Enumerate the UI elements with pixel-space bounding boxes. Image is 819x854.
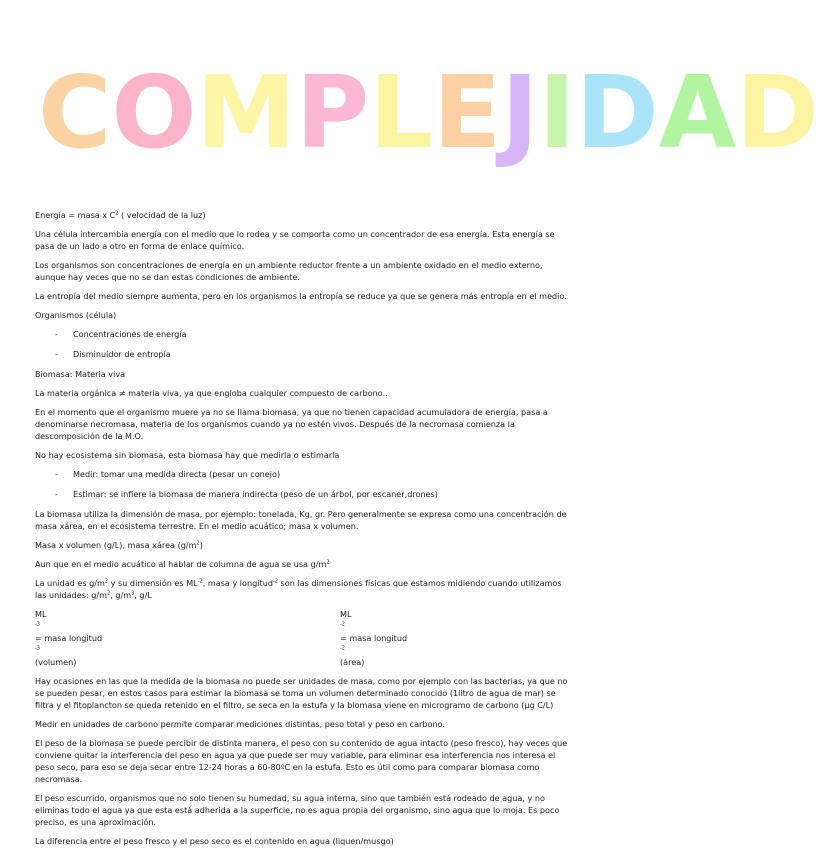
list-item: - Disminuidor de entropía (35, 348, 570, 360)
paragraph: Los organismos son concentraciones de energía en un ambiente reductor frente a un ambiente oxidado en el medio externo, aunque hay veces que no se dan estas condiciones de ambiente. (35, 260, 543, 282)
paragraph: Energía = masa x $C^2$ ( velocidad de la luz) (35, 210, 206, 220)
page-title (38, 54, 819, 171)
paragraph: La diferencia entre el peso fresco y el peso seco es el contenido en agua (liquen/musgo) (35, 836, 394, 846)
document-body (35, 209, 570, 854)
paragraph: La unidad es $g/m^2$ y su dimensión es $ML^{-2}$, masa y longitud$^{-2}$ son las dimensiones físicas que estamos midiendo cuando utilizamos las unidades: $g/m^2$, $g/m^3$, g/L (35, 578, 562, 600)
bullet-list (35, 328, 570, 360)
paragraph: Organismos (célula) (35, 310, 117, 320)
title-letter: D (736, 54, 819, 171)
title-letter: M (196, 54, 296, 171)
title-letter: I (538, 54, 576, 171)
list-item: - Medir: tomar una medida directa (pesar un conejo) (35, 468, 570, 480)
dimension-row (35, 608, 570, 668)
title-letter: P (295, 54, 370, 171)
list-item: - Estimar: se infiere la biomasa de manera indirecta (peso de un árbol, por escaner,drones) (35, 488, 570, 500)
paragraph: No hay ecosistema sin biomasa, esta biomasa hay que medirla o estimarla (35, 450, 340, 460)
title-letter: C (38, 54, 112, 171)
bullet-list (35, 468, 570, 500)
paragraph: La biomasa utiliza la dimensión de masa, por ejemplo: tonelada, Kg, gr. Pero generalmente se expresa como una concentración de masa xárea, en el ecosistema terrestre. En el medio acuático; masa x volumen. (35, 509, 567, 531)
paragraph: Biomasa: Materia viva (35, 369, 126, 379)
list-item: - Concentraciones de energía (35, 328, 570, 340)
title-letter: E (432, 54, 502, 171)
paragraph: La entropía del medio siempre aumenta, pero en los organismos la entropía se reduce ya que se genera más entropía en el medio. (35, 291, 567, 301)
title-letter: O (111, 54, 197, 171)
title-letter: L (369, 54, 433, 171)
paragraph: Medir en unidades de carbono permite comparar mediciones distintas, peso total y peso en carbono. (35, 719, 445, 729)
paragraph: Hay ocasiones en las que la medida de la biomasa no puede ser unidades de masa, como por ejemplo con las bacterias, ya que no se pueden pesar, en estos casos para estimar la biomasa se toma un volumen determinado conocido (1litro de agua de mar) se filtra y el fitoplancton se queda retenido en el filtro, se seca en la estufa y la biomasa viene en microgramo de carbono (μg C/L) (35, 676, 568, 710)
title-letter: D (575, 54, 659, 171)
paragraph: Masa x volumen (g/L), masa xárea $(g/m^2)$ (35, 540, 203, 550)
volume-dimension: ML $^{-3}$ = masa longitud $^{-3}$ (volumen) (35, 609, 103, 667)
paragraph: El peso de la biomasa se puede percibir de distinta manera, el peso con su contenido de agua intacto (peso fresco), hay veces que conviene quitar la interferencia del peso en agua ya que puede ser muy variable, para eliminar esa interferencia nos interesa el peso seco, para eso se deja secar entre 12-24 horas a 60-80ºC en la estufa. Esto es útil como para comparar biomasa como necromasa. (35, 738, 568, 784)
paragraph: Aun que en el medio acuático al hablar de columna de agua se usa $g/m^2$ (35, 559, 330, 569)
paragraph: En el momento que el organismo muere ya no se llama biomasa, ya que no tienen capacidad acumuladora de energía, pasa a denominarse necromasa, materia de los organismos cuando ya no estén vivos. Después de la necromasa comienza la descomposición de la M.O. (35, 407, 548, 441)
paragraph: La materia orgánica ≠ materia viva, ya que engloba cualquier compuesto de carbono.. (35, 388, 388, 398)
paragraph: Una célula intercambia energía con el medio que lo rodea y se comporta como un concentrador de esa energía. Esta energía se pasa de un lado a otro en forma de enlace químico. (35, 229, 555, 251)
title-letter: A (658, 54, 737, 171)
title-letter: J (501, 54, 539, 171)
area-dimension: ML $^{-2}$ = masa longitud $^{-2}$ (área) (340, 609, 408, 667)
paragraph: El peso escurrido, organismos que no solo tienen su humedad, su agua interna, sino que también está rodeado de agua, y no eliminas todo el agua ya que esta está adherida a la superficie, no es agua propia del organismo, sino agua que lo moja. Es poco preciso, es una aproximación. (35, 793, 560, 827)
